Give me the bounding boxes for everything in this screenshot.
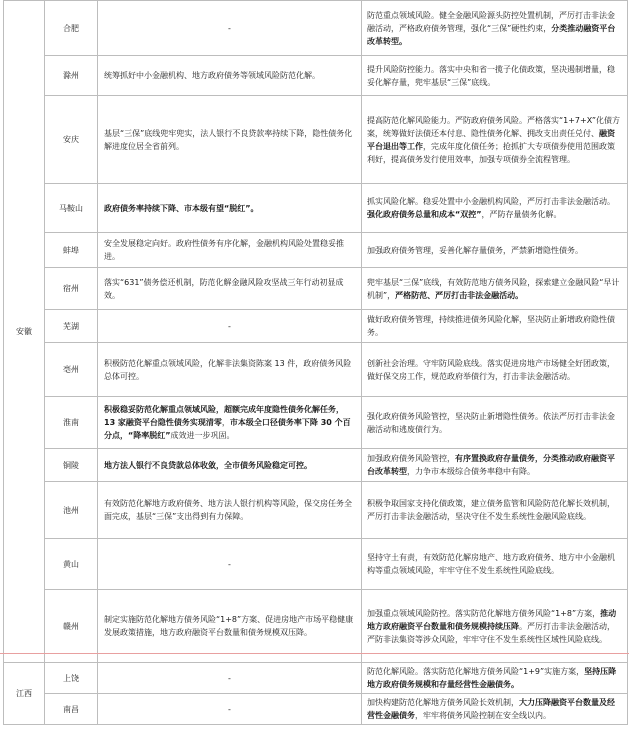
last-year-summary-cell xyxy=(98,397,362,449)
province-cell: 江西 xyxy=(4,663,45,725)
text-segment: 积极争取国家支持化债政策，建立债务监管和风险防范化解长效机制，严厉打击非法金融活动，坚决守住不发生系统性金融风险底线。 xyxy=(367,499,615,521)
table-row xyxy=(4,233,628,268)
table-row xyxy=(4,96,628,184)
city-cell: 池州 xyxy=(45,482,98,539)
text-segment: 防范重点领域风险。健全金融风险源头防控处置机制，严厉打击非法金融活动，严格政府债务管理，强化“三保”硬性约束， xyxy=(367,10,615,33)
text-segment: ，力争市本级综合债务率稳中有降。 xyxy=(407,467,535,476)
text-segment: 加快构建防范化解地方债务风险长效机制， xyxy=(367,698,519,707)
table-row xyxy=(4,397,628,449)
text-segment: 抓实风险化解。稳妥处置中小金融机构风险，严厉打击非法金融活动。 xyxy=(367,197,615,206)
text-segment: 推动地方政府融资平台数量和债务规模持续压降 xyxy=(367,608,617,631)
text-segment: 落实“631”债务偿还机制，防范化解金融风险攻坚战三年行动初显成效。 xyxy=(104,277,344,300)
text-segment: 加强重点领域风险防控。落实防范化解地方债务风险“1+8”方案， xyxy=(367,608,601,618)
text-segment: ， xyxy=(221,418,230,427)
policy-table xyxy=(3,0,628,725)
city-cell: 宿州 xyxy=(45,268,98,310)
last-year-summary-cell xyxy=(98,56,362,96)
last-year-summary-cell xyxy=(98,590,362,663)
text-segment: 提高防范化解风险能力。严防政府债务风险。严格落实“1+7+X”化债方案，统筹做好法债还本付息、隐性债务化解、拥改支出责任兑付、 xyxy=(367,115,621,138)
text-segment: 防范化解风险。落实防范化解地方债务风险“1+9”实施方案， xyxy=(367,667,585,676)
this-year-plan-cell xyxy=(362,343,628,397)
this-year-plan-cell xyxy=(362,268,628,310)
city-cell: 亳州 xyxy=(45,343,98,397)
text-segment: 坚持压降地方政府债务规模和存量经营性金融债务。 xyxy=(367,667,617,689)
text-segment: 大力压降融资平台数量及经营性金融债务 xyxy=(367,698,615,720)
text-segment: 有效防范化解地方政府债务、地方法人银行机构等风险，保交房任务全面完成，基层“三保”支出得到有力保障。 xyxy=(104,499,352,521)
text-segment: 有序置换政府存量债务，分类推动政府融资平台改革转型 xyxy=(367,454,615,476)
text-segment: 严格防范、严厉打击非法金融活动。 xyxy=(395,290,524,300)
table-row xyxy=(4,449,628,482)
text-segment: 积极稳妥防范化解重点领域风险，超额完成年度隐性债务化解任务， xyxy=(104,405,344,414)
last-year-summary-cell: - xyxy=(98,310,362,343)
text-segment: 13 家融资平台隐性债务实现清零 xyxy=(104,418,222,427)
text-segment: 基层“三保”底线兜牢兜实，法人银行不良贷款率持续下降，隐性债务化解进度位居全省前列。 xyxy=(104,128,353,151)
last-year-summary-cell: - xyxy=(98,694,362,725)
city-cell: 铜陵 xyxy=(45,449,98,482)
text-segment: 强化政府债务风险管控，坚决防止新增隐性债务。依法严厉打击非法金融活动和逃废债行为。 xyxy=(367,411,615,434)
last-year-summary-cell xyxy=(98,482,362,539)
text-segment: 市本级全口径债务率下降 30 个百分点，“降率脱红” xyxy=(104,418,351,440)
text-segment: 加强政府债务风险管控， xyxy=(367,454,455,463)
table-row xyxy=(4,539,628,590)
this-year-plan-cell xyxy=(362,590,628,663)
text-segment: 成效进一步巩固。 xyxy=(170,431,235,440)
text-segment: 统筹抓好中小金融机构、地方政府债务等领域风险防范化解。 xyxy=(104,71,320,80)
text-segment: ，完成年度化债任务；抢抓扩大专项债券使用范围政策利好，提高债务发行使用效率，加强专项债券全流程管理。 xyxy=(367,141,615,164)
text-segment: 创新社会治理。守牢防风险底线。落实促进房地产市场健全好团政策，做好保交房工作，规范政府举债行为，打击非法金融活动。 xyxy=(367,358,615,381)
city-cell: 滁州 xyxy=(45,56,98,96)
last-year-summary-cell xyxy=(98,449,362,482)
city-cell: 淮南 xyxy=(45,397,98,449)
text-segment: ，严防存量债务化解。 xyxy=(481,210,562,219)
last-year-summary-cell xyxy=(98,233,362,268)
this-year-plan-cell xyxy=(362,96,628,184)
text-segment: 做好政府债务管理，持续推进债务风险化解，坚决防止新增政府隐性债务。 xyxy=(367,315,615,337)
this-year-plan-cell xyxy=(362,397,628,449)
province-cell: 安徽 xyxy=(4,1,45,663)
this-year-plan-cell xyxy=(362,449,628,482)
text-segment: 分类推动融资平台改革转型。 xyxy=(367,23,616,46)
table-row xyxy=(4,184,628,233)
text-segment: 。严厉打击非法金融活动，严防非法集资等涉众风险，牢牢守住不发生系统性区域性风险底线。 xyxy=(367,621,615,644)
this-year-plan-cell xyxy=(362,1,628,56)
this-year-plan-cell xyxy=(362,694,628,725)
text-segment: 积极防范化解重点领域风险，化解非法集资陈案 13 件，政府债务风险总体可控。 xyxy=(104,358,352,381)
text-segment: 融资平台退出等工作 xyxy=(367,128,615,151)
text-segment: ，牢牢将债务风险控制在安全线以内。 xyxy=(415,711,551,720)
text-segment: 制定实施防范化解地方债务风险“1+8”方案、促进房地产市场平稳健康发展政策措施，地方政府融资平台数量和债务规模双压降。 xyxy=(104,615,354,637)
table-row xyxy=(4,310,628,343)
this-year-plan-cell xyxy=(362,482,628,539)
this-year-plan-cell xyxy=(362,663,628,694)
city-cell: 芜湖 xyxy=(45,310,98,343)
table-row xyxy=(4,343,628,397)
city-cell: 安庆 xyxy=(45,96,98,184)
text-segment: 政府债务率持续下降、市本级有望“脱红”。 xyxy=(104,203,259,213)
city-cell: 上饶 xyxy=(45,663,98,694)
table-row xyxy=(4,663,628,694)
city-cell: 黄山 xyxy=(45,539,98,590)
last-year-summary-cell xyxy=(98,96,362,184)
province-divider xyxy=(0,653,629,654)
city-cell: 南昌 xyxy=(45,694,98,725)
this-year-plan-cell xyxy=(362,310,628,343)
text-segment: 坚持守土有责，有效防范化解房地产、地方政府债务、地方中小金融机构等重点领域风险，牢牢守住不发生系统性风险底线。 xyxy=(367,553,615,575)
text-segment: 提升风险防控能力。落实中央和省一揽子化债政策，坚决遏制增量，稳妥化解存量，兜牢基层“三保”底线。 xyxy=(367,64,615,87)
table-row xyxy=(4,590,628,663)
city-cell: 合肥 xyxy=(45,1,98,56)
table-row xyxy=(4,268,628,310)
last-year-summary-cell: - xyxy=(98,539,362,590)
text-segment: 强化政府债务总量和成本“双控” xyxy=(367,210,482,219)
city-cell: 马鞍山 xyxy=(45,184,98,233)
this-year-plan-cell xyxy=(362,184,628,233)
text-segment: 安全发展稳定向好。政府性债务有序化解，金融机构风险处置稳妥推进。 xyxy=(104,239,344,261)
table-row xyxy=(4,56,628,96)
city-cell: 赣州 xyxy=(45,590,98,663)
last-year-summary-cell xyxy=(98,343,362,397)
table-row xyxy=(4,482,628,539)
text-segment: 加强政府债务管理，妥善化解存量债务，严禁新增隐性债务。 xyxy=(367,245,583,255)
city-cell: 蚌埠 xyxy=(45,233,98,268)
last-year-summary-cell xyxy=(98,184,362,233)
this-year-plan-cell xyxy=(362,56,628,96)
this-year-plan-cell xyxy=(362,233,628,268)
table-row xyxy=(4,694,628,725)
text-segment: 兜牢基层“三保”底线，有效防范地方债务风险，探索建立金融风险“早计机制”， xyxy=(367,277,620,300)
this-year-plan-cell xyxy=(362,539,628,590)
last-year-summary-cell: - xyxy=(98,663,362,694)
last-year-summary-cell: - xyxy=(98,1,362,56)
last-year-summary-cell xyxy=(98,268,362,310)
text-segment: 地方法人银行不良贷款总体收敛，全市债务风险稳定可控。 xyxy=(104,460,312,470)
table-row xyxy=(4,1,628,56)
